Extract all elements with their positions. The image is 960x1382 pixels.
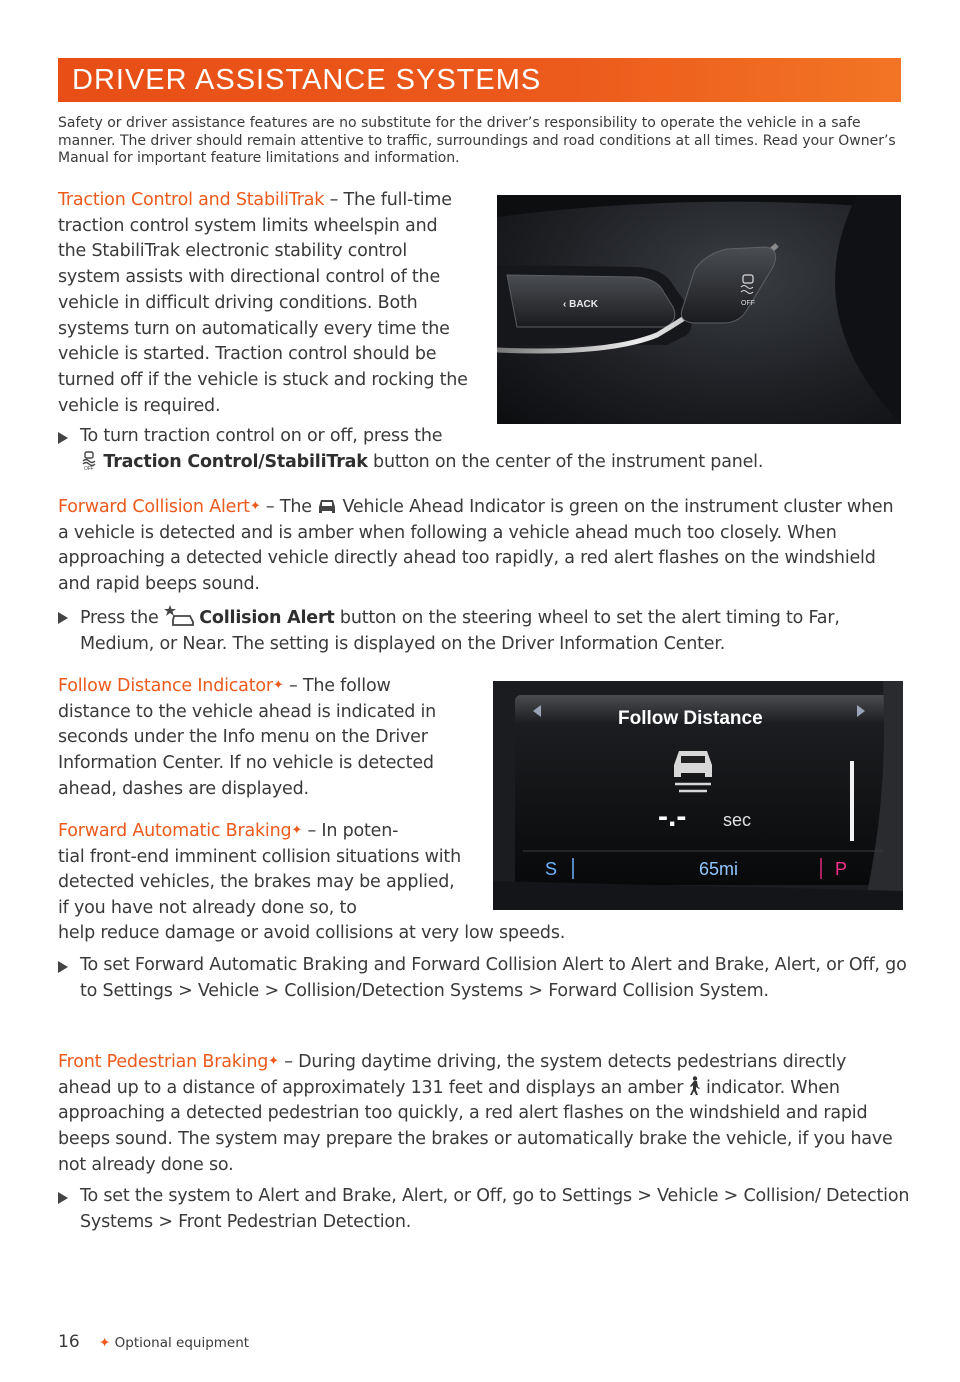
- traction-control-icon: [80, 450, 98, 470]
- bullet-triangle-icon: [58, 961, 68, 973]
- page-number: 16: [58, 1332, 80, 1352]
- optional-star-icon: ✦: [249, 499, 261, 514]
- follow-distance-display-photo: [493, 681, 903, 910]
- optional-equipment-label: Optional equipment: [114, 1335, 250, 1351]
- fpb-body: indicator. When approaching a detected pedestrian too quickly, a red alert flashes on the windshield and rapid beeps sound. The system may prepare the brakes or automatically brake the vehicle, if you have not already done so.: [58, 1077, 893, 1175]
- bullet-triangle-icon: [58, 612, 68, 624]
- section-title: DRIVER ASSISTANCE SYSTEMS: [72, 64, 542, 96]
- back-button-label: ‹ BACK: [563, 299, 598, 310]
- bullet-triangle-icon: [58, 432, 68, 444]
- fab-body-lead: – In poten-: [302, 821, 399, 841]
- traction-button-photo: [497, 195, 901, 424]
- collision-alert-icon: [164, 604, 194, 626]
- optional-star-icon: ✦: [268, 1054, 279, 1069]
- fpb-paragraph: [58, 1049, 901, 1179]
- fab-paragraph: [58, 818, 470, 922]
- traction-bullet: [58, 424, 900, 475]
- intro-text: Safety or driver assistance features are no substitute for the driver’s responsibility to operate the vehicle in a safe manner. The driver should remain attentive to traffic, surroundings and road conditions at all times. Read your Owner’s Manual for important feature limitations and information.: [58, 115, 896, 166]
- optional-equipment-note: [99, 1335, 249, 1351]
- follow-distance-value: -.-: [658, 800, 687, 833]
- optional-star-icon: ✦: [272, 678, 284, 693]
- traction-heading: Traction Control and StabiliTrak: [58, 190, 325, 210]
- optional-star-icon: ✦: [291, 823, 303, 838]
- fpb-bullet: [58, 1184, 920, 1235]
- section-header: [58, 58, 901, 102]
- screen-left-letter: S: [545, 859, 558, 879]
- fdi-paragraph: [58, 673, 468, 803]
- fca-paragraph: [58, 494, 901, 598]
- traction-bullet-lead: To turn traction control on or off, press the: [80, 426, 443, 446]
- dic-screen-illustration: [493, 681, 903, 910]
- screen-right-letter: P: [835, 859, 848, 879]
- fca-heading: Forward Collision Alert: [58, 497, 250, 517]
- fca-bullet-text: button on the steering wheel to set the alert timing to Far, Medium, or Near. The setting is displayed on the Driver Information Center.: [80, 608, 840, 654]
- fpb-heading: Front Pedestrian Braking: [58, 1052, 269, 1072]
- vehicle-ahead-screen-icon: [674, 751, 712, 791]
- traction-button-name: Traction Control/StabiliTrak: [103, 451, 368, 472]
- dashboard-illustration: [497, 195, 901, 424]
- page-footer: [58, 1332, 249, 1352]
- distance-bar: [850, 761, 854, 841]
- bullet-triangle-icon: [58, 1192, 68, 1204]
- traction-paragraph: [58, 188, 470, 419]
- traction-bullet-text: button on the center of the instrument panel.: [367, 451, 764, 472]
- vehicle-ahead-icon: [317, 497, 337, 515]
- fca-bullet: [58, 604, 910, 657]
- off-label: OFF: [741, 300, 755, 307]
- screen-title: Follow Distance: [618, 708, 763, 729]
- fab-bullet-text: To set Forward Automatic Braking and Forward Collision Alert to Alert and Brake, Alert, or Off, go to Settings > Vehicle > Collision/Detection Systems > Forward Collision System.: [80, 955, 907, 1001]
- fab-body: tial front-end imminent collision situations with detected vehicles, the brakes may be applied, if you have not already done so, to: [58, 846, 461, 919]
- fdi-heading: Follow Distance Indicator: [58, 676, 273, 696]
- fpb-body-lead: – During daytime driving, the system detects pedestrians directly ahead up to a distance of approximately 131 feet and displays an amber: [58, 1052, 847, 1098]
- fca-body-lead: – The: [260, 497, 318, 517]
- fab-last-line: help reduce damage or avoid collisions at very low speeds.: [58, 923, 566, 943]
- fca-bullet-lead: Press the: [80, 608, 164, 628]
- fca-body: Vehicle Ahead Indicator is green on the instrument cluster when a vehicle is detected and is amber when following a vehicle ahead much too closely. When approaching a detected vehicle directly ahead too rapidly, a red alert flashes on the windshield and rapid beeps sound.: [58, 497, 894, 595]
- fab-bullet: [58, 953, 920, 1004]
- screen-speed: 65mi: [699, 859, 739, 879]
- pedestrian-icon: [689, 1076, 701, 1096]
- traction-body: – The full-time traction control system limits wheelspin and the StabiliTrak electronic stability control system assists with directional control of the vehicle in difficult driving conditions. Both systems turn on automatically every time the vehicle is started. Traction control should be turned off if the vehicle is stuck and rocking the vehicle is required.: [58, 190, 468, 416]
- svg-text:OFF: OFF: [84, 465, 94, 470]
- fdi-body: – The follow distance to the vehicle ahead is indicated in seconds under the Info menu on the Driver Information Center. If no vehicle is detected ahead, dashes are displayed.: [58, 676, 437, 799]
- collision-alert-button-name: Collision Alert: [199, 608, 335, 628]
- optional-star-icon: ✦: [99, 1335, 111, 1351]
- follow-distance-unit: sec: [723, 810, 752, 830]
- fpb-bullet-text: To set the system to Alert and Brake, Alert, or Off, go to Settings > Vehicle > Collision/ Detection Systems > Front Pedestrian Detection.: [80, 1186, 910, 1232]
- fab-heading: Forward Automatic Braking: [58, 821, 292, 841]
